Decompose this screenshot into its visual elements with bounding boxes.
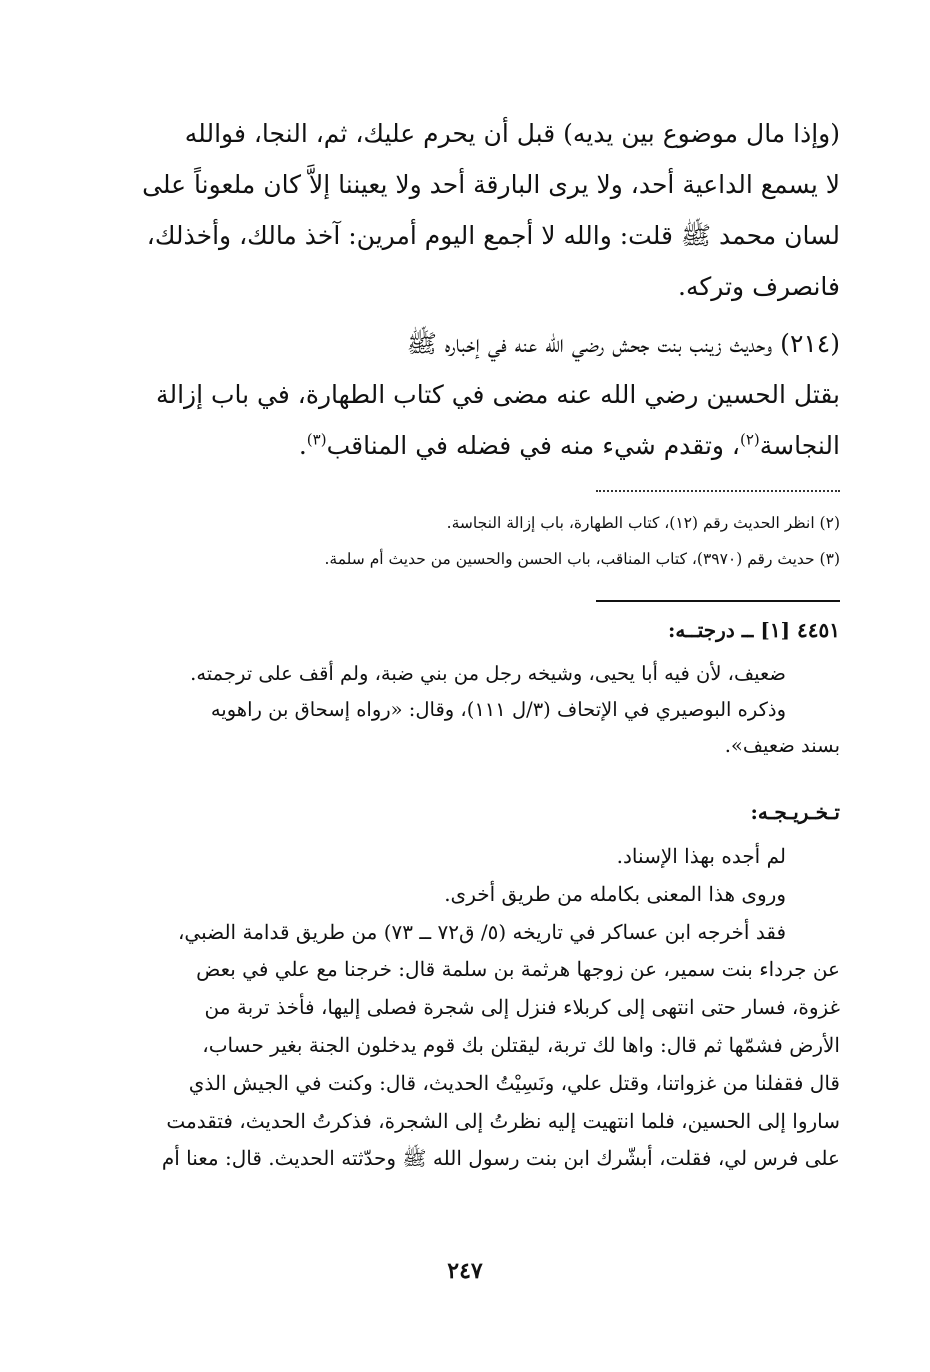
takhrij-body [110,838,840,1178]
takhrij-line: غزوة، فسار حتى انتهى إلى كربلاء فنزل إلى شجرة فصلى إليها، فأخذ تربة من [204,995,840,1020]
comment-line: وذكره البوصيري في الإتحاف (٣/ل ١١١)، وقال: «رواه إسحاق بن راهويه [210,698,786,721]
grade-heading: ٤٤٥١ [١] ــ درجتــه: [667,618,840,642]
takhrij-line: فقد أخرجه ابن عساكر في تاريخه (٥/ ق٧٢ ــ ٧٣) من طريق قدامة الضبي، [177,919,786,944]
takhrij-line: على فرس لي، فقلت، أبشّرك ابن بنت رسول الله ﷺ وحدّثته الحديث. قال: معنا أم [161,1146,840,1171]
comment-line: بسند ضعيف». [724,734,840,757]
main-line: بقتل الحسين رضي الله عنه مضى في كتاب الطهارة، في باب إزالة [156,380,840,409]
footnote-separator [596,480,840,492]
main-line [110,420,840,471]
takhrij-line: وروى هذا المعنى بكامله من طريق أخرى. [444,881,786,906]
main-line: لا يسمع الداعية أحد، ولا يرى البارقة أحد ولا يعيننا إلاَّ كان ملعوناً على [142,170,840,199]
main-line-end: . [298,431,307,460]
main-line-text: النجاسة [759,431,840,460]
main-line: (٢١٤) وحديث زينب بنت جحش رضي الله عنه في إخباره ﷺ [406,329,840,358]
main-line: (وإذا مال موضوع بين يديه) قبل أن يحرم عليك، ثم، النجا، فوالله [184,119,840,148]
main-line: فانصرف وتركه. [678,272,840,301]
footnote-ref-3: (٣) [306,430,327,449]
takhrij-line: عن جرداء بنت سمير، عن زوجها هرثمة بن سلمة قال: خرجنا مع علي في بعض [196,957,840,982]
main-paragraph-1 [110,108,840,312]
main-line: لسان محمد ﷺ قلت: والله لا أجمع اليوم أمرين: آخذ مالك، وأخذلك، [146,221,840,250]
grade-body [110,656,840,764]
takhrij-line: الأرض فشمّها ثم قال: واها لك تربة، ليقتلن بك قوم يدخلون الجنة بغير حساب، [202,1032,840,1057]
main-paragraph-2 [110,318,840,471]
footnote-3: (٣) حديث رقم (٣٩٧٠)، كتاب المناقب، باب الحسن والحسين من حديث أم سلمة. [324,550,840,568]
takhrij-line: لم أجده بهذا الإسناد. [616,844,786,868]
page-number: ٢٤٧ [447,1258,483,1284]
takhrij-heading: تـخـريـجـه: [750,800,840,824]
takhrij-line: ساروا إلى الحسين، فلما انتهيت إليه نظرتُ إلى الشجرة، فذكرتُ الحديث، فتقدمت [166,1108,840,1133]
takhrij-line: قال فقفلنا من غزواتنا، وقتل علي، ونَسِيْتُ الحديث، قال: وكنت في الجيش الذي [188,1070,840,1095]
comment-line: ضعيف، لأن فيه أبا يحيى، وشيخه رجل من بني ضبة، ولم أقف على ترجمته. [190,662,786,685]
commentary-rule [596,600,840,602]
main-line-text: ، وتقدم شيء منه في فضله في المناقب [326,431,740,460]
footnote-ref-2: (٢) [740,430,760,449]
footnote-2: (٢) انظر الحديث رقم (١٢)، كتاب الطهارة، باب إزالة النجاسة. [446,514,840,532]
